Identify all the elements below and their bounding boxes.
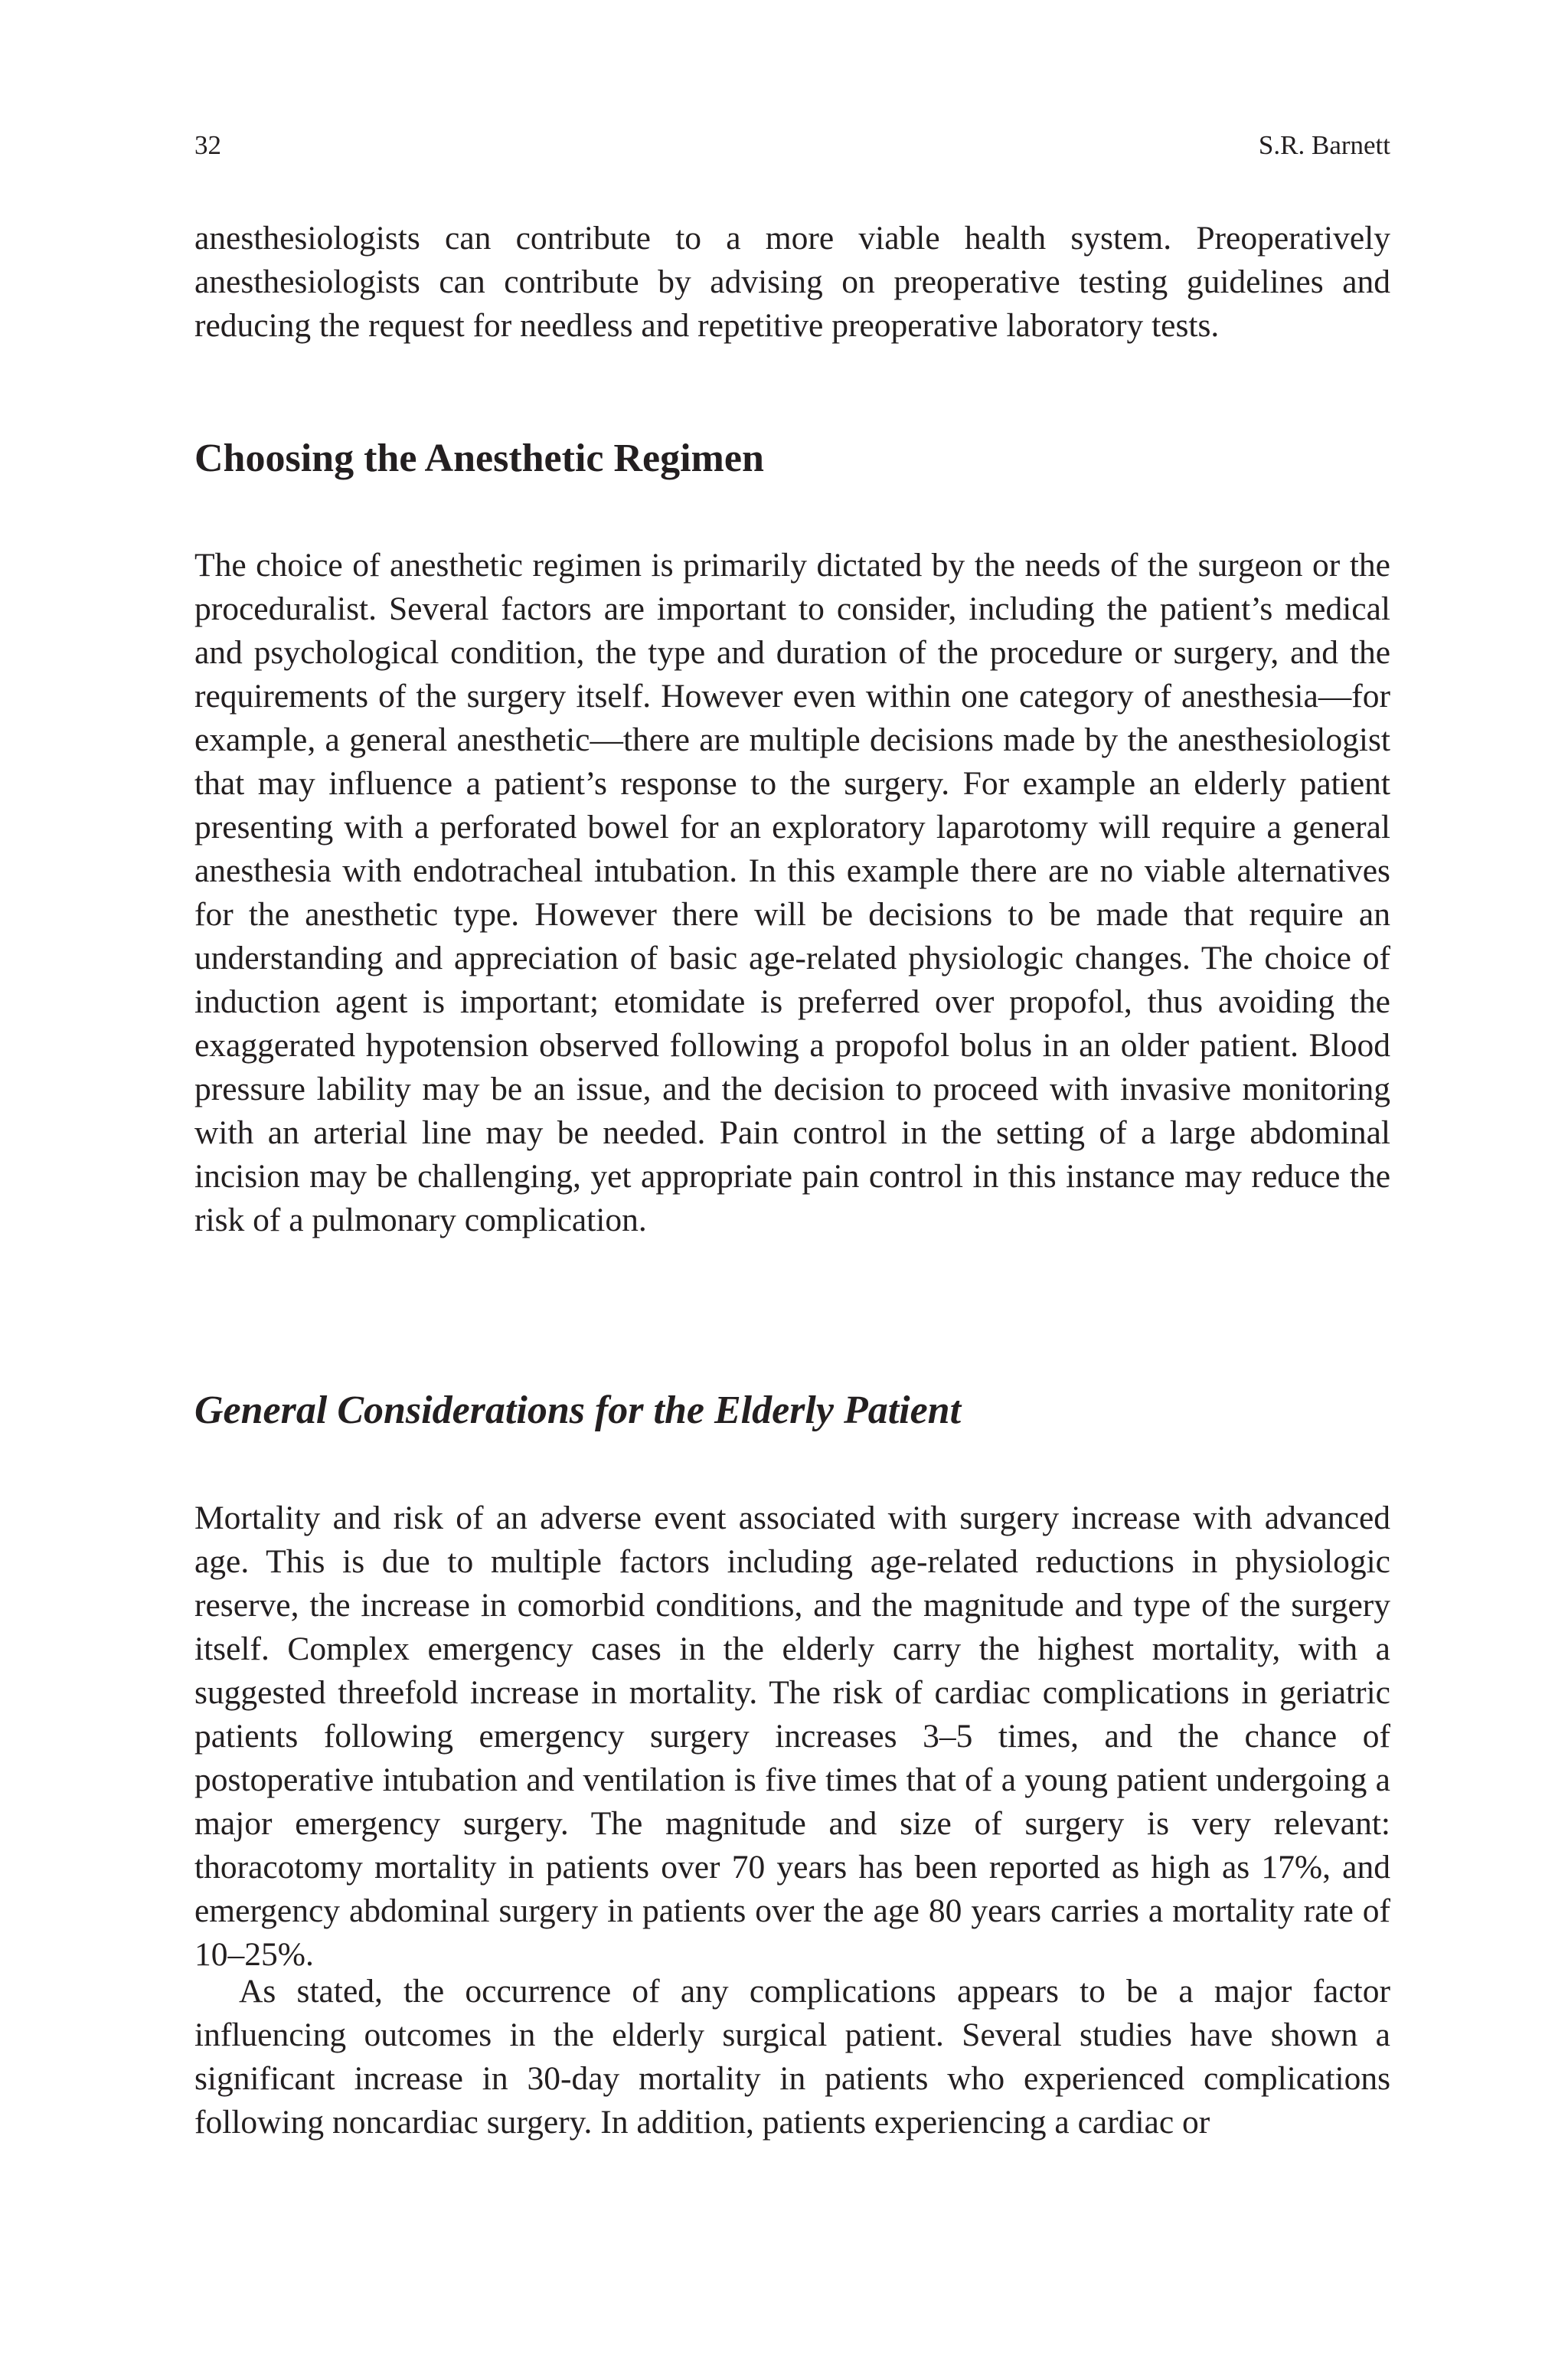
running-head-author: S.R. Barnett	[1258, 130, 1390, 160]
running-head	[194, 129, 1390, 162]
subsection-paragraph-2: As stated, the occurrence of any complications appears to be a major factor influencing outcomes in the elderly surgical patient. Several studies have shown a significant increase in 30-day mortality in patients who experienced complications following noncardiac surgery. In addition, patients experiencing a cardiac or	[194, 1973, 1390, 2141]
page-number: 32	[194, 130, 221, 160]
subsection-heading: General Considerations for the Elderly Patient	[194, 1389, 962, 1432]
intro-paragraph: anesthesiologists can contribute to a more viable health system. Preoperatively anesthesiologists can contribute by advising on preoperative testing guidelines and reducing the request for needless and repetitive preoperative laboratory tests.	[194, 220, 1390, 344]
section-paragraph: The choice of anesthetic regimen is primarily dictated by the needs of the surgeon or the proceduralist. Several factors are important to consider, including the patient’s medical and psychological condition, the type and duration of the procedure or surgery, and the requirements of the surgery itself. However even within one category of anesthesia—for example, a general anesthetic—there are multiple decisions made by the anesthesiologist that may influence a patient’s response to the surgery. For example an elderly patient presenting with a perforated bowel for an exploratory laparotomy will require a general anesthesia with endotracheal intubation. In this example there are no viable alternatives for the anesthetic type. However there will be decisions to be made that require an understanding and appreciation of basic age-related physiologic changes. The choice of induction agent is important; etomidate is preferred over propofol, thus avoiding the exaggerated hypotension observed following a propofol bolus in an older patient. Blood pressure lability may be an issue, and the decision to proceed with invasive monitoring with an arterial line may be needed. Pain control in the setting of a large abdominal incision may be challenging, yet appropriate pain control in this instance may reduce the risk of a pulmonary complication.	[194, 547, 1390, 1238]
section-heading: Choosing the Anesthetic Regimen	[194, 437, 764, 480]
subsection-paragraph-1: Mortality and risk of an adverse event associated with surgery increase with advanced age. This is due to multiple factors including age-related reductions in physiologic reserve, the increase in comorbid conditions, and the magnitude and type of the surgery itself. Complex emergency cases in the elderly carry the highest mortality, with a suggested threefold increase in mortality. The risk of cardiac complications in geriatric patients following emergency surgery increases 3–5 times, and the chance of postoperative intubation and ventilation is five times that of a young patient undergoing a major emergency surgery. The magnitude and size of surgery is very relevant: thoracotomy mortality in patients over 70 years has been reported as high as 17%, and emergency abdominal surgery in patients over the age 80 years carries a mortality rate of 10–25%.	[194, 1500, 1390, 1973]
